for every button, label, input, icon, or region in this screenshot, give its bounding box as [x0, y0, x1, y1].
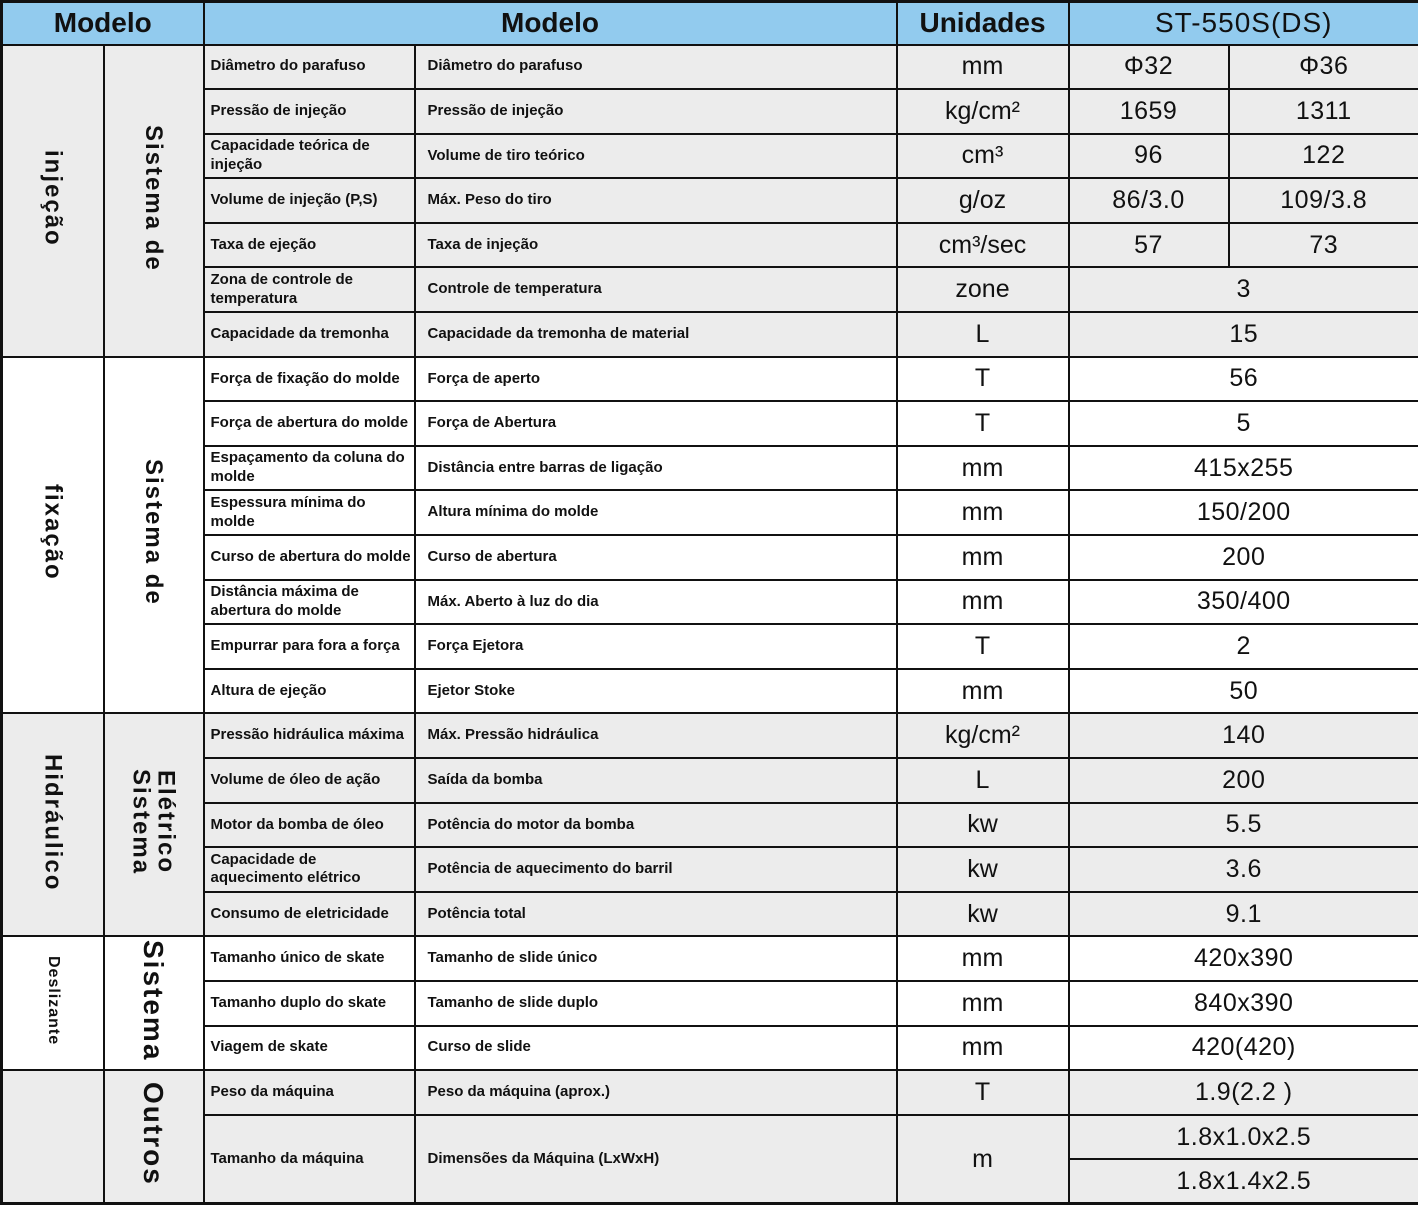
section-injecao-group1-label: injeção [39, 149, 67, 247]
row-label-alt: Máx. Peso do tiro [415, 178, 897, 223]
row-label-alt: Força Ejetora [415, 624, 897, 669]
row-label-alt: Ejetor Stoke [415, 669, 897, 714]
row-value-2: Φ36 [1229, 45, 1418, 90]
group2-line: Sistema de [140, 459, 168, 606]
row-label-pt: Tamanho da máquina [204, 1115, 415, 1204]
table-row [2, 1070, 1418, 1115]
section-deslizante [2, 936, 1418, 1070]
group2-line: Outros [138, 1082, 170, 1187]
row-unit: T [897, 624, 1069, 669]
row-value: 200 [1069, 758, 1418, 803]
row-label-pt: Capacidade teórica de injeção [204, 134, 415, 179]
row-value: 2 [1069, 624, 1418, 669]
row-label-pt: Espaçamento da coluna do molde [204, 446, 415, 491]
section-fixacao-group2-label [141, 459, 166, 606]
section-hidraulico-group1-label: Hidráulico [39, 753, 67, 892]
row-value-1: 57 [1069, 223, 1229, 268]
row-label-pt: Volume de injeção (P,S) [204, 178, 415, 223]
row-unit: cm³/sec [897, 223, 1069, 268]
table-row [2, 981, 1418, 1026]
row-label-pt: Distância máxima de abertura do molde [204, 580, 415, 625]
row-label-pt: Volume de óleo de ação [204, 758, 415, 803]
section-deslizante-group1-label: Deslizante [45, 956, 63, 1046]
row-unit: L [897, 758, 1069, 803]
table-row [2, 1115, 1418, 1160]
row-unit: T [897, 1070, 1069, 1115]
row-value: 15 [1069, 312, 1418, 357]
header-model-group: Modelo [2, 2, 204, 45]
row-label-alt: Curso de slide [415, 1026, 897, 1071]
table-row [2, 936, 1418, 981]
section-injecao [2, 45, 1418, 357]
row-unit: kg/cm² [897, 89, 1069, 134]
table-row [2, 89, 1418, 134]
section-deslizante-group2-label [139, 940, 168, 1061]
section-fixacao-group2-cell [104, 357, 204, 714]
row-value: 3 [1069, 267, 1418, 312]
row-label-pt: Peso da máquina [204, 1070, 415, 1115]
table-row [2, 535, 1418, 580]
group2-line: Elétrico [152, 770, 180, 875]
row-value: 200 [1069, 535, 1418, 580]
row-unit: mm [897, 981, 1069, 1026]
section-injecao-group2-cell [104, 45, 204, 357]
row-label-alt: Capacidade da tremonha de material [415, 312, 897, 357]
row-value-2: 122 [1229, 134, 1418, 179]
row-unit: m [897, 1115, 1069, 1204]
row-value: 5 [1069, 401, 1418, 446]
row-unit: mm [897, 580, 1069, 625]
row-unit: mm [897, 45, 1069, 90]
row-unit: mm [897, 669, 1069, 714]
table-row [2, 580, 1418, 625]
row-label-pt: Consumo de eletricidade [204, 892, 415, 937]
row-label-pt: Viagem de skate [204, 1026, 415, 1071]
row-label-pt: Taxa de ejeção [204, 223, 415, 268]
row-label-alt: Máx. Pressão hidráulica [415, 713, 897, 758]
header-model-spec: Modelo [204, 2, 897, 45]
row-value-2: 1311 [1229, 89, 1418, 134]
row-label-pt: Pressão de injeção [204, 89, 415, 134]
row-unit: mm [897, 490, 1069, 535]
row-label-alt: Distância entre barras de ligação [415, 446, 897, 491]
row-label-pt: Tamanho único de skate [204, 936, 415, 981]
group2-line: Sistema [127, 769, 155, 876]
row-value-1: 96 [1069, 134, 1229, 179]
table-row [2, 312, 1418, 357]
row-value: 1.9(2.2 ) [1069, 1070, 1418, 1115]
row-label-alt: Potência do motor da bomba [415, 803, 897, 848]
row-label-pt: Capacidade da tremonha [204, 312, 415, 357]
row-unit: T [897, 357, 1069, 402]
table-row [2, 178, 1418, 223]
table-row [2, 758, 1418, 803]
table-row [2, 401, 1418, 446]
row-label-alt: Tamanho de slide único [415, 936, 897, 981]
row-value: 3.6 [1069, 847, 1418, 892]
row-value-1: Φ32 [1069, 45, 1229, 90]
table-row [2, 847, 1418, 892]
row-label-pt: Curso de abertura do molde [204, 535, 415, 580]
row-value: 5.5 [1069, 803, 1418, 848]
row-label-pt: Capacidade de aquecimento elétrico [204, 847, 415, 892]
table-row [2, 892, 1418, 937]
row-unit: g/oz [897, 178, 1069, 223]
row-unit: mm [897, 1026, 1069, 1071]
row-label-alt: Dimensões da Máquina (LxWxH) [415, 1115, 897, 1204]
section-outros [2, 1070, 1418, 1204]
row-label-alt: Curso de abertura [415, 535, 897, 580]
row-unit: kg/cm² [897, 713, 1069, 758]
section-hidraulico-group2-cell [104, 713, 204, 936]
row-unit: kw [897, 892, 1069, 937]
row-unit: cm³ [897, 134, 1069, 179]
row-unit: L [897, 312, 1069, 357]
group2-line: Sistema de [140, 124, 168, 272]
row-value: 56 [1069, 357, 1418, 402]
row-label-alt: Peso da máquina (aprox.) [415, 1070, 897, 1115]
row-value: 140 [1069, 713, 1418, 758]
row-label-alt: Taxa de injeção [415, 223, 897, 268]
section-injecao-group2-label [141, 125, 166, 272]
row-value: 9.1 [1069, 892, 1418, 937]
table-row [2, 446, 1418, 491]
table-row [2, 490, 1418, 535]
row-label-alt: Altura mínima do molde [415, 490, 897, 535]
row-label-pt: Tamanho duplo do skate [204, 981, 415, 1026]
section-fixacao [2, 357, 1418, 714]
section-outros-group1-cell [2, 1070, 104, 1204]
section-deslizante-group2-cell [104, 936, 204, 1070]
row-label-pt: Diâmetro do parafuso [204, 45, 415, 90]
row-unit: zone [897, 267, 1069, 312]
row-value-1: 1.8x1.0x2.5 [1069, 1115, 1418, 1160]
row-unit: kw [897, 803, 1069, 848]
table-header-row [2, 2, 1418, 45]
row-unit: kw [897, 847, 1069, 892]
table-row [2, 669, 1418, 714]
row-unit: mm [897, 535, 1069, 580]
row-value: 840x390 [1069, 981, 1418, 1026]
row-value: 50 [1069, 669, 1418, 714]
row-label-pt: Altura de ejeção [204, 669, 415, 714]
table-row [2, 803, 1418, 848]
group2-line: Sistema [138, 940, 170, 1062]
section-fixacao-group1-cell [2, 357, 104, 714]
table-row [2, 624, 1418, 669]
row-label-pt: Força de abertura do molde [204, 401, 415, 446]
row-label-alt: Saída da bomba [415, 758, 897, 803]
row-label-pt: Empurrar para fora a força [204, 624, 415, 669]
row-unit: mm [897, 936, 1069, 981]
table-row [2, 223, 1418, 268]
row-value: 420(420) [1069, 1026, 1418, 1071]
row-label-alt: Controle de temperatura [415, 267, 897, 312]
table-row [2, 357, 1418, 402]
section-fixacao-group1-label: fixação [39, 484, 67, 581]
row-value-1: 1659 [1069, 89, 1229, 134]
row-value-2: 109/3.8 [1229, 178, 1418, 223]
table-row [2, 45, 1418, 90]
row-label-alt: Pressão de injeção [415, 89, 897, 134]
row-label-alt: Potência de aquecimento do barril [415, 847, 897, 892]
row-label-alt: Força de aperto [415, 357, 897, 402]
row-label-alt: Diâmetro do parafuso [415, 45, 897, 90]
row-value-2: 73 [1229, 223, 1418, 268]
row-label-alt: Máx. Aberto à luz do dia [415, 580, 897, 625]
row-unit: mm [897, 446, 1069, 491]
table-row [2, 713, 1418, 758]
row-label-alt: Força de Abertura [415, 401, 897, 446]
table-row [2, 267, 1418, 312]
row-value-2: 1.8x1.4x2.5 [1069, 1159, 1418, 1204]
section-hidraulico-group1-cell [2, 713, 104, 936]
row-label-pt: Espessura mínima do molde [204, 490, 415, 535]
row-label-pt: Zona de controle de temperatura [204, 267, 415, 312]
row-unit: T [897, 401, 1069, 446]
row-label-alt: Volume de tiro teórico [415, 134, 897, 179]
section-injecao-group1-cell [2, 45, 104, 357]
section-deslizante-group1-cell [2, 936, 104, 1070]
row-label-pt: Pressão hidráulica máxima [204, 713, 415, 758]
section-outros-group2-label [139, 1082, 168, 1186]
section-outros-group2-cell [104, 1070, 204, 1204]
row-label-alt: Potência total [415, 892, 897, 937]
row-label-alt: Tamanho de slide duplo [415, 981, 897, 1026]
header-units: Unidades [897, 2, 1069, 45]
row-value: 150/200 [1069, 490, 1418, 535]
header-model-name: ST-550S(DS) [1069, 2, 1418, 45]
section-hidraulico-group2-label [128, 769, 178, 875]
row-value: 350/400 [1069, 580, 1418, 625]
row-label-pt: Força de fixação do molde [204, 357, 415, 402]
section-hidraulico [2, 713, 1418, 936]
table-row [2, 134, 1418, 179]
row-value-1: 86/3.0 [1069, 178, 1229, 223]
row-label-pt: Motor da bomba de óleo [204, 803, 415, 848]
row-value: 420x390 [1069, 936, 1418, 981]
table-row [2, 1026, 1418, 1071]
row-value: 415x255 [1069, 446, 1418, 491]
